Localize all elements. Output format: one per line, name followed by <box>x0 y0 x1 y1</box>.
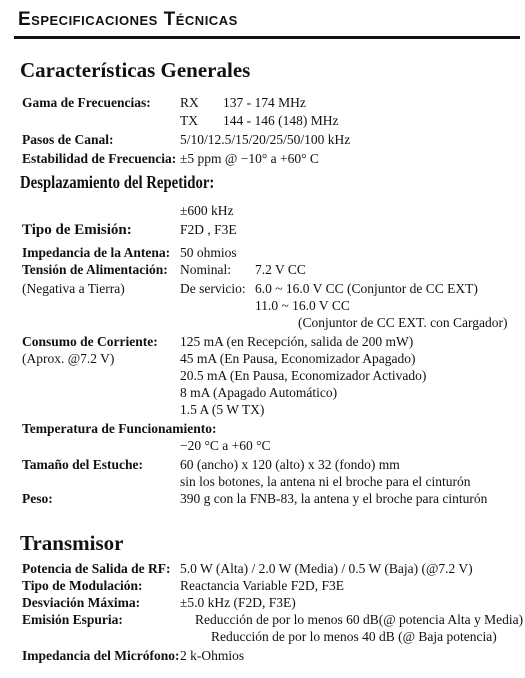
max-deviation-value: ±5.0 kHz (F2D, F3E) <box>180 595 296 610</box>
spurious-value-2: Reducción de por lo menos 40 dB (@ Baja potencia) <box>211 629 497 644</box>
mic-impedance-label: Impedancia del Micrófono: <box>22 648 180 663</box>
freq-range-tx-value: 144 - 146 (148) MHz <box>223 113 339 128</box>
title-underline <box>14 36 520 39</box>
section-heading-transmitter: Transmisor <box>20 531 124 555</box>
page-title: Especificaciones Técnicas <box>18 9 238 30</box>
current-value-standby-on: 20.5 mA (En Pausa, Economizador Activado) <box>180 368 427 383</box>
antenna-impedance-label: Impedancia de la Antena: <box>22 245 171 260</box>
operating-temp-label: Temperatura de Funcionamiento: <box>22 421 217 436</box>
supply-service-note-2: (Conjuntor de CC EXT. con Cargador) <box>298 315 508 330</box>
supply-service-value-1: 6.0 ~ 16.0 V CC (Conjuntor de CC EXT) <box>255 281 478 296</box>
freq-range-tx-tag: TX <box>180 113 198 128</box>
current-consumption-sublabel: (Aprox. @7.2 V) <box>22 351 115 366</box>
current-consumption-label: Consumo de Corriente: <box>22 334 158 349</box>
current-value-rx: 125 mA (en Recepción, salida de 200 mW) <box>180 334 414 349</box>
case-size-label: Tamaño del Estuche: <box>22 457 144 472</box>
channel-steps-value: 5/10/12.5/15/20/25/50/100 kHz <box>180 132 351 147</box>
repeater-shift-value: ±600 kHz <box>180 203 234 218</box>
rf-power-label: Potencia de Salida de RF: <box>22 561 171 576</box>
freq-stability-value: ±5 ppm @ −10° a +60° C <box>180 151 319 166</box>
operating-temp-value: −20 °C a +60 °C <box>180 438 271 453</box>
supply-nominal-tag: Nominal: <box>180 262 231 277</box>
current-value-auto-off: 8 mA (Apagado Automático) <box>180 385 338 400</box>
freq-stability-label: Estabilidad de Frecuencia: <box>22 151 177 166</box>
current-value-standby-off: 45 mA (En Pausa, Economizador Apagado) <box>180 351 416 366</box>
spurious-value-1: Reducción de por lo menos 60 dB(@ potencia Alta y Media) <box>195 612 524 627</box>
freq-range-rx-value: 137 - 174 MHz <box>223 95 306 110</box>
case-size-value-1: 60 (ancho) x 120 (alto) x 32 (fondo) mm <box>180 457 400 472</box>
repeater-shift-heading: Desplazamiento del Repetidor: <box>20 172 215 192</box>
modulation-value: Reactancia Variable F2D, F3E <box>180 578 344 593</box>
mic-impedance-value: 2 k-Ohmios <box>180 648 245 663</box>
freq-range-rx-tag: RX <box>180 95 199 110</box>
emission-type-label: Tipo de Emisión: <box>22 222 132 238</box>
spurious-label: Emisión Espuria: <box>22 612 123 627</box>
supply-voltage-label: Tensión de Alimentación: <box>22 262 168 277</box>
max-deviation-label: Desviación Máxima: <box>22 595 141 610</box>
supply-service-value-2: 11.0 ~ 16.0 V CC <box>255 298 350 313</box>
supply-nominal-value: 7.2 V CC <box>255 262 306 277</box>
rf-power-value: 5.0 W (Alta) / 2.0 W (Media) / 0.5 W (Baja) (@7.2 V) <box>180 561 473 576</box>
weight-label: Peso: <box>22 491 53 506</box>
section-heading-general: Características Generales <box>20 58 251 82</box>
weight-value: 390 g con la FNB-83, la antena y el broche para cinturón <box>180 491 488 506</box>
supply-voltage-sublabel: (Negativa a Tierra) <box>22 281 125 296</box>
current-value-tx: 1.5 A (5 W TX) <box>180 402 265 417</box>
modulation-label: Tipo de Modulación: <box>22 578 143 593</box>
case-size-value-2: sin los botones, la antena ni el broche para el cinturón <box>180 474 471 489</box>
channel-steps-label: Pasos de Canal: <box>22 132 114 147</box>
freq-range-label: Gama de Frecuencias: <box>22 95 151 110</box>
supply-service-tag: De servicio: <box>180 281 246 296</box>
antenna-impedance-value: 50 ohmios <box>180 245 237 260</box>
emission-type-value: F2D , F3E <box>180 222 237 237</box>
